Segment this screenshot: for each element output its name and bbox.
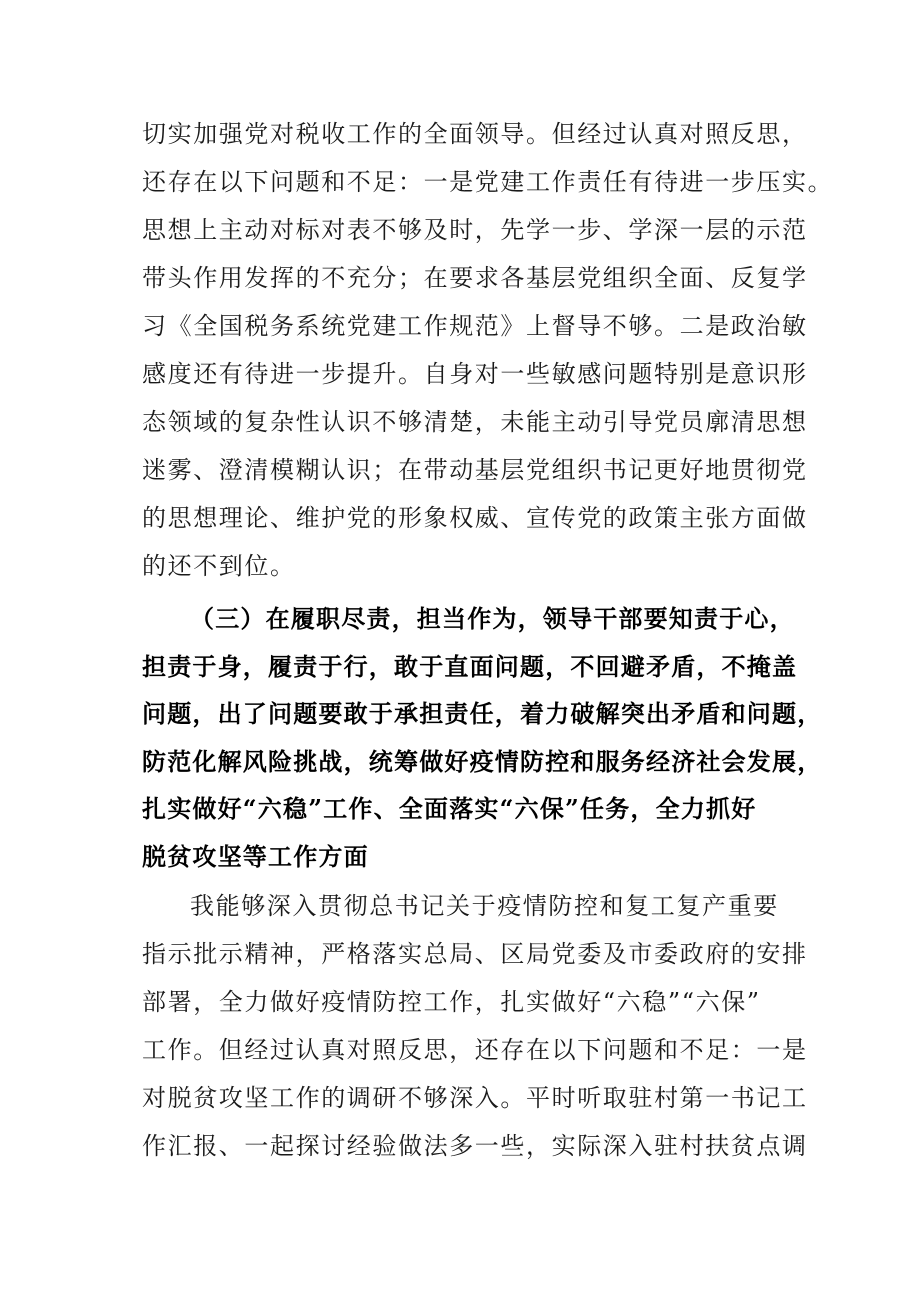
- text-line: 习《全国税务系统党建工作规范》上督导不够。二是政治敏: [142, 312, 808, 340]
- body-paragraph-2: [142, 882, 808, 1170]
- section-heading-3: [142, 595, 823, 880]
- body-paragraph-1: [142, 110, 834, 590]
- heading-line: 担责于身，履责于行，敢于直面问题，不回避矛盾，不掩盖: [142, 651, 798, 681]
- text-line: 作汇报、一起探讨经验做法多一些，实际深入驻村扶贫点调: [142, 1132, 808, 1160]
- text-line: 感度还有待进一步提升。自身对一些敏感问题特别是意识形: [142, 360, 808, 388]
- heading-line: （三）在履职尽责，担当作为，领导干部要知责于心，: [190, 604, 795, 633]
- text-line: 工作。但经过认真对照反思，还存在以下问题和不足：一是: [142, 1036, 808, 1064]
- text-line: 还存在以下问题和不足：一是党建工作责任有待进一步压实。: [142, 168, 834, 196]
- text-line: 的还不到位。: [142, 552, 296, 580]
- text-line: 思想上主动对标对表不够及时，先学一步、学深一层的示范: [142, 216, 808, 244]
- text-line: 的思想理论、维护党的形象权威、宣传党的政策主张方面做: [142, 504, 808, 532]
- heading-line: 防范化解风险挑战，统筹做好疫情防控和服务经济社会发展，: [142, 746, 823, 776]
- heading-line: 问题，出了问题要敢于承担责任，着力破解突出矛盾和问题，: [142, 699, 823, 728]
- text-line: 带头作用发挥的不充分；在要求各基层党组织全面、反复学: [142, 264, 808, 292]
- heading-line: 脱贫攻坚等工作方面: [142, 841, 369, 871]
- text-line: 部署，全力做好疫情防控工作，扎实做好“六稳”“六保”: [142, 988, 761, 1016]
- text-line: 对脱贫攻坚工作的调研不够深入。平时听取驻村第一书记工: [142, 1084, 808, 1112]
- text-line: 指示批示精神，严格落实总局、区局党委及市委政府的安排: [142, 940, 808, 968]
- text-line: 态领域的复杂性认识不够清楚，未能主动引导党员廓清思想: [142, 408, 808, 436]
- text-line: 迷雾、澄清模糊认识；在带动基层党组织书记更好地贯彻党: [142, 456, 808, 484]
- heading-line: 扎实做好“六稳”工作、全面落实“六保”任务，全力抓好: [142, 794, 757, 823]
- text-line: 我能够深入贯彻总书记关于疫情防控和复工复产重要: [190, 892, 779, 920]
- text-line: 切实加强党对税收工作的全面领导。但经过认真对照反思，: [142, 120, 808, 148]
